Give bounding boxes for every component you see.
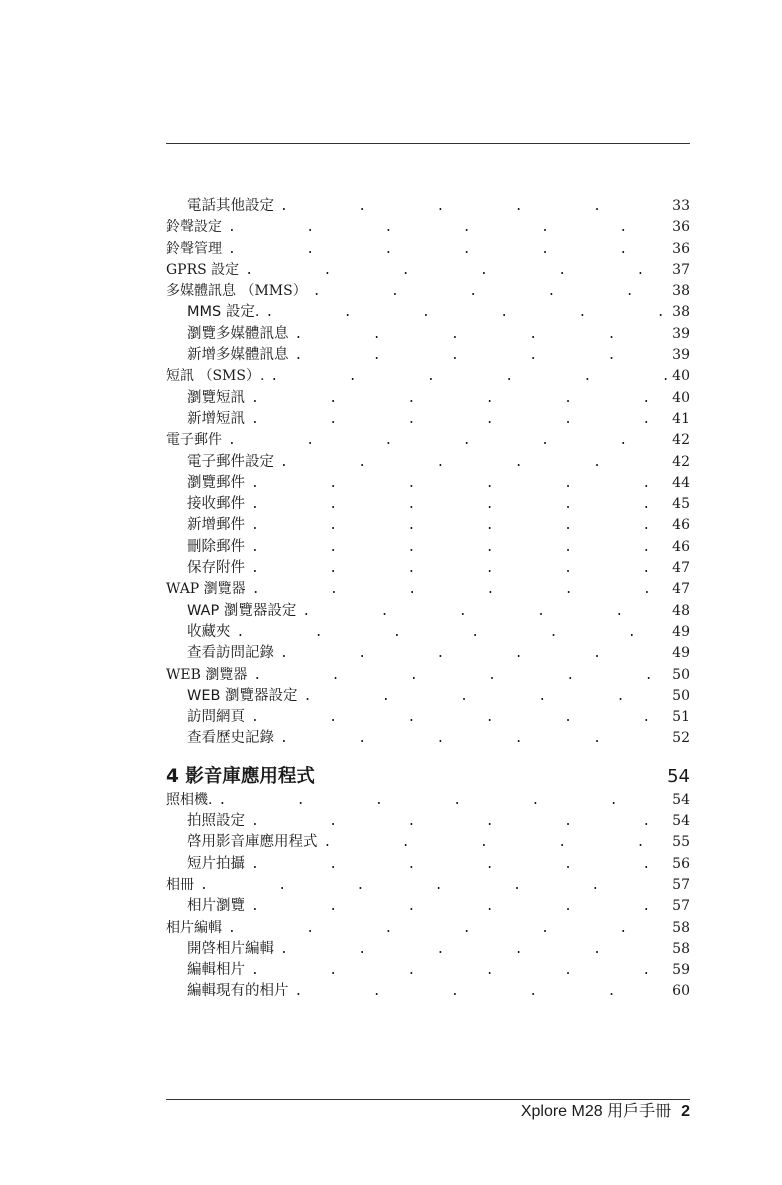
toc-entry-title: 新增短訊 <box>187 409 251 430</box>
toc-entry-page: 46 <box>668 537 690 558</box>
dot-leader <box>270 366 668 387</box>
toc-entry-title: 新增多媒體訊息 <box>187 345 295 366</box>
toc-entry-page: 60 <box>668 981 690 1002</box>
dot-leader <box>228 217 668 238</box>
dot-leader <box>280 452 668 473</box>
footer-rule <box>166 1099 690 1100</box>
dot-leader <box>228 918 668 939</box>
dot-leader <box>251 409 668 430</box>
toc-entry-page: 57 <box>668 896 690 917</box>
toc-entry-title: 收藏夾 <box>187 622 237 643</box>
toc-entry[interactable] <box>166 981 690 1002</box>
toc-entry-page: 58 <box>668 918 690 939</box>
toc-entry-page: 42 <box>668 430 690 451</box>
toc-entry[interactable] <box>166 239 690 260</box>
toc-entry-page: 37 <box>668 260 690 281</box>
toc-entry-title: 編輯相片 <box>187 960 251 981</box>
toc-entry-page: 58 <box>668 939 690 960</box>
toc-entry-page: 47 <box>668 579 690 600</box>
toc-entry[interactable] <box>166 366 690 387</box>
toc-entry[interactable] <box>166 388 690 409</box>
toc-entry[interactable] <box>166 896 690 917</box>
toc-entry-page: 41 <box>668 409 690 430</box>
toc-section <box>166 790 690 1003</box>
toc-entry[interactable] <box>166 473 690 494</box>
dot-leader <box>251 558 668 579</box>
dot-leader <box>295 981 669 1002</box>
toc-entry-title: 瀏覽郵件 <box>187 473 251 494</box>
toc-entry[interactable] <box>166 960 690 981</box>
toc-entry[interactable] <box>166 622 690 643</box>
chapter-page: 54 <box>667 765 690 787</box>
toc-entry-page: 44 <box>668 473 690 494</box>
toc-entry[interactable] <box>166 558 690 579</box>
toc-entry-page: 40 <box>668 366 690 387</box>
toc-entry-page: 50 <box>668 665 690 686</box>
dot-leader <box>218 790 668 811</box>
toc-entry[interactable] <box>166 196 690 217</box>
toc-entry-title: 訪問網頁 <box>187 707 251 728</box>
toc-entry-page: 49 <box>668 622 690 643</box>
toc-entry-title: 查看歷史記錄 <box>187 728 280 749</box>
toc-entry[interactable] <box>166 790 690 811</box>
dot-leader <box>280 643 668 664</box>
toc-entry-title: 相片編輯 <box>166 918 228 939</box>
toc-entry[interactable] <box>166 728 690 749</box>
toc-entry-page: 59 <box>668 960 690 981</box>
toc-entry[interactable] <box>166 643 690 664</box>
toc-entry-title: GPRS 設定 <box>166 260 245 281</box>
toc-entry-page: 57 <box>668 875 690 896</box>
toc-entry[interactable] <box>166 875 690 896</box>
dot-leader <box>228 430 668 451</box>
dot-leader <box>251 896 668 917</box>
toc-entry[interactable] <box>166 686 690 707</box>
toc-entry-page: 38 <box>668 281 690 302</box>
dot-leader <box>251 494 668 515</box>
toc-entry[interactable] <box>166 430 690 451</box>
toc-entry-title: 查看訪問記錄 <box>187 643 280 664</box>
toc-section <box>166 196 690 750</box>
dot-leader <box>251 388 668 409</box>
toc-entry[interactable] <box>166 918 690 939</box>
dot-leader <box>251 515 668 536</box>
dot-leader <box>251 960 668 981</box>
toc-entry-title: WAP 瀏覽器設定 <box>187 601 302 622</box>
toc-entry-page: 42 <box>668 452 690 473</box>
toc-entry-title: 瀏覽多媒體訊息 <box>187 324 295 345</box>
toc-entry[interactable] <box>166 260 690 281</box>
toc-entry-title: 短片拍攝 <box>187 854 251 875</box>
toc-entry[interactable] <box>166 281 690 302</box>
toc-entry-title: 照相機. <box>166 790 218 811</box>
toc-entry-page: 39 <box>668 345 690 366</box>
dot-leader <box>245 260 668 281</box>
dot-leader <box>295 345 669 366</box>
toc-entry-page: 56 <box>668 854 690 875</box>
dot-leader <box>280 196 668 217</box>
toc-entry[interactable] <box>166 579 690 600</box>
toc-entry[interactable] <box>166 515 690 536</box>
toc-entry-page: 51 <box>668 707 690 728</box>
toc-entry-title: MMS 設定. <box>187 302 265 323</box>
chapter-heading[interactable] <box>166 764 690 790</box>
toc-entry[interactable] <box>166 494 690 515</box>
toc-entry-page: 55 <box>668 832 690 853</box>
toc-entry[interactable] <box>166 452 690 473</box>
dot-leader <box>280 939 668 960</box>
dot-leader <box>280 728 668 749</box>
dot-leader <box>251 707 668 728</box>
dot-leader <box>251 811 668 832</box>
toc-entry-page: 33 <box>668 196 690 217</box>
toc-entry-title: 新增郵件 <box>187 515 251 536</box>
dot-leader <box>252 579 668 600</box>
toc-entry[interactable] <box>166 217 690 238</box>
toc-entry-title: 啓用影音庫應用程式 <box>187 832 324 853</box>
toc-entry-title: 電子郵件 <box>166 430 228 451</box>
toc-entry-title: 鈴聲設定 <box>166 217 228 238</box>
toc-entry-title: 短訊 （SMS）. <box>166 366 270 387</box>
toc-entry-title: 保存附件 <box>187 558 251 579</box>
toc-entry-page: 40 <box>668 388 690 409</box>
toc-entry-page: 52 <box>668 728 690 749</box>
toc-entry-page: 39 <box>668 324 690 345</box>
toc-entry[interactable] <box>166 324 690 345</box>
toc-entry-page: 54 <box>668 811 690 832</box>
dot-leader <box>313 281 668 302</box>
dot-leader <box>200 875 668 896</box>
dot-leader <box>228 239 668 260</box>
toc-entry-title: 多媒體訊息 （MMS） <box>166 281 313 302</box>
toc-entry-title: 電話其他設定 <box>187 196 280 217</box>
toc-entry-title: WAP 瀏覽器 <box>166 579 252 600</box>
toc-entry-title: 拍照設定 <box>187 811 251 832</box>
toc-entry-page: 50 <box>668 686 690 707</box>
toc-entry-page: 46 <box>668 515 690 536</box>
dot-leader <box>265 302 668 323</box>
toc-entry-title: 編輯現有的相片 <box>187 981 295 1002</box>
toc-entry-page: 47 <box>668 558 690 579</box>
toc-entry[interactable] <box>166 665 690 686</box>
toc-entry-title: 相冊 <box>166 875 200 896</box>
toc-entry[interactable] <box>166 409 690 430</box>
toc-entry-page: 45 <box>668 494 690 515</box>
toc-entry[interactable] <box>166 601 690 622</box>
toc-entry-title: 開啓相片編輯 <box>187 939 280 960</box>
chapter-title: 4 影音庫應用程式 <box>166 765 315 787</box>
page-footer <box>521 1101 690 1123</box>
toc-entry[interactable] <box>166 939 690 960</box>
toc-entry-page: 36 <box>668 217 690 238</box>
toc-entry-title: 電子郵件設定 <box>187 452 280 473</box>
dot-leader <box>251 473 668 494</box>
toc-entry-title: 瀏覽短訊 <box>187 388 251 409</box>
toc-entry[interactable] <box>166 854 690 875</box>
dot-leader <box>302 601 668 622</box>
toc-entry-page: 48 <box>668 601 690 622</box>
dot-leader <box>251 537 668 558</box>
toc-entry[interactable] <box>166 832 690 853</box>
toc-entry-title: 鈴聲管理 <box>166 239 228 260</box>
toc-entry[interactable] <box>166 707 690 728</box>
toc-entry-title: 刪除郵件 <box>187 537 251 558</box>
toc-entry-title: WEB 瀏覽器 <box>166 665 253 686</box>
toc-entry-page: 38 <box>668 302 690 323</box>
toc-entry[interactable] <box>166 345 690 366</box>
toc-entry[interactable] <box>166 811 690 832</box>
dot-leader <box>253 665 668 686</box>
toc-entry[interactable] <box>166 537 690 558</box>
header-rule <box>166 143 690 144</box>
footer-title: Xplore M28 用戶手冊 <box>520 1103 672 1120</box>
dot-leader <box>237 622 669 643</box>
toc-entry-page: 49 <box>668 643 690 664</box>
dot-leader <box>324 832 669 853</box>
dot-leader <box>304 686 669 707</box>
dot-leader <box>251 854 668 875</box>
toc-entry-title: 相片瀏覽 <box>187 896 251 917</box>
dot-leader <box>295 324 669 345</box>
toc-entry-page: 36 <box>668 239 690 260</box>
toc-entry[interactable] <box>166 302 690 323</box>
toc-entry-title: WEB 瀏覽器設定 <box>187 686 304 707</box>
toc-entry-page: 54 <box>668 790 690 811</box>
page-number: 2 <box>681 1103 690 1120</box>
toc-entry-title: 接收郵件 <box>187 494 251 515</box>
table-of-contents <box>166 196 690 1003</box>
